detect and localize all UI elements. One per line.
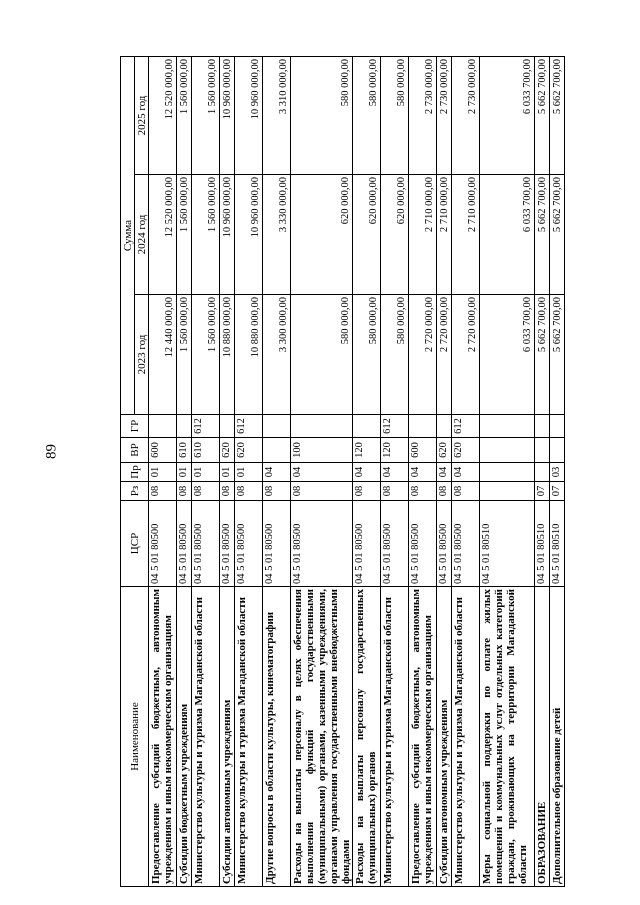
cell-csr: 04 5 01 80510 <box>550 501 565 587</box>
cell-gr <box>550 415 565 438</box>
cell-gr <box>220 415 235 438</box>
cell-2023: 10 880 000,00 <box>220 295 235 415</box>
cell-gr <box>291 415 353 438</box>
cell-2023: 2 720 000,00 <box>452 295 480 415</box>
table-row <box>550 56 565 886</box>
cell-pr <box>480 463 535 482</box>
cell-rz: 07 <box>550 482 565 501</box>
table-row <box>177 56 192 886</box>
header-2025: 2025 год <box>135 56 149 174</box>
cell-rz: 08 <box>177 482 192 501</box>
cell-2023: 580 000,00 <box>381 295 409 415</box>
cell-rz: 08 <box>452 482 480 501</box>
cell-pr: 01 <box>192 463 220 482</box>
cell-name: Министерство культуры и туризма Магаданской области <box>235 587 263 887</box>
cell-rz: 08 <box>409 482 437 501</box>
cell-2024: 5 662 700,00 <box>550 175 565 295</box>
cell-gr <box>409 415 437 438</box>
cell-name: Субсидии автономным учреждениям <box>220 587 235 887</box>
cell-2024: 10 960 000,00 <box>235 175 263 295</box>
cell-vr: 620 <box>437 438 452 463</box>
cell-csr: 04 5 01 80500 <box>353 501 381 587</box>
cell-pr: 01 <box>220 463 235 482</box>
cell-csr: 04 5 01 80500 <box>220 501 235 587</box>
cell-2023: 1 560 000,00 <box>192 295 220 415</box>
cell-2024: 2 710 000,00 <box>452 175 480 295</box>
cell-pr: 01 <box>235 463 263 482</box>
cell-2025: 12 520 000,00 <box>149 56 177 174</box>
cell-vr: 600 <box>149 438 177 463</box>
cell-gr <box>535 415 550 438</box>
cell-2025: 3 310 000,00 <box>263 56 291 174</box>
cell-pr: 03 <box>550 463 565 482</box>
cell-csr: 04 5 01 80500 <box>235 501 263 587</box>
cell-2024: 2 710 000,00 <box>437 175 452 295</box>
cell-2023: 3 300 000,00 <box>263 295 291 415</box>
cell-pr: 01 <box>177 463 192 482</box>
table-row <box>409 56 437 886</box>
cell-name: Другие вопросы в области культуры, кинематографии <box>263 587 291 887</box>
cell-2023: 580 000,00 <box>291 295 353 415</box>
cell-gr: 612 <box>235 415 263 438</box>
cell-2024: 12 520 000,00 <box>149 175 177 295</box>
cell-name: Субсидии бюджетным учреждениям <box>177 587 192 887</box>
table-row <box>149 56 177 886</box>
cell-2024: 6 033 700,00 <box>480 175 535 295</box>
cell-gr: 612 <box>192 415 220 438</box>
cell-gr <box>177 415 192 438</box>
table-row <box>353 56 381 886</box>
cell-2023: 5 662 700,00 <box>535 295 550 415</box>
cell-2023: 10 880 000,00 <box>235 295 263 415</box>
cell-rz: 08 <box>263 482 291 501</box>
cell-pr: 04 <box>452 463 480 482</box>
cell-2025: 1 560 000,00 <box>192 56 220 174</box>
cell-name: Субсидии автономным учреждениям <box>437 587 452 887</box>
cell-2024: 10 960 000,00 <box>220 175 235 295</box>
cell-vr: 610 <box>177 438 192 463</box>
cell-gr: 612 <box>452 415 480 438</box>
cell-vr: 120 <box>381 438 409 463</box>
cell-pr: 04 <box>353 463 381 482</box>
cell-2024: 3 330 000,00 <box>263 175 291 295</box>
cell-rz <box>480 482 535 501</box>
cell-2025: 2 730 000,00 <box>409 56 437 174</box>
cell-name: Министерство культуры и туризма Магаданской области <box>192 587 220 887</box>
cell-vr <box>263 438 291 463</box>
cell-2025: 6 033 700,00 <box>480 56 535 174</box>
table-row <box>235 56 263 886</box>
cell-name: Расходы на выплаты персоналу государственных (муниципальных) органов <box>353 587 381 887</box>
budget-table <box>120 56 565 887</box>
cell-2025: 2 730 000,00 <box>437 56 452 174</box>
cell-gr <box>480 415 535 438</box>
cell-vr: 620 <box>235 438 263 463</box>
cell-2023: 5 662 700,00 <box>550 295 565 415</box>
table-row <box>220 56 235 886</box>
header-sum: Сумма <box>121 56 135 414</box>
header-2024: 2024 год <box>135 175 149 295</box>
cell-2025: 10 960 000,00 <box>235 56 263 174</box>
cell-2025: 580 000,00 <box>291 56 353 174</box>
cell-2024: 1 560 000,00 <box>192 175 220 295</box>
cell-vr <box>535 438 550 463</box>
table-row <box>437 56 452 886</box>
cell-pr: 04 <box>263 463 291 482</box>
cell-name: Дополнительное образование детей <box>550 587 565 887</box>
cell-vr: 600 <box>409 438 437 463</box>
cell-2023: 6 033 700,00 <box>480 295 535 415</box>
cell-2023: 2 720 000,00 <box>409 295 437 415</box>
cell-vr: 620 <box>452 438 480 463</box>
cell-vr: 620 <box>220 438 235 463</box>
cell-2023: 12 440 000,00 <box>149 295 177 415</box>
cell-rz: 08 <box>291 482 353 501</box>
cell-gr: 612 <box>381 415 409 438</box>
cell-2024: 620 000,00 <box>353 175 381 295</box>
table-row <box>480 56 535 886</box>
cell-2024: 1 560 000,00 <box>177 175 192 295</box>
page-number: 89 <box>43 444 60 459</box>
cell-vr <box>480 438 535 463</box>
cell-2025: 1 560 000,00 <box>177 56 192 174</box>
table-row <box>291 56 353 886</box>
cell-pr <box>535 463 550 482</box>
cell-name: Предоставление субсидий бюджетным, автономным учреждениям и иным некоммерческим организациям <box>409 587 437 887</box>
cell-name: Предоставление субсидий бюджетным, автономным учреждениям и иным некоммерческим организациям <box>149 587 177 887</box>
cell-rz: 08 <box>220 482 235 501</box>
cell-2024: 620 000,00 <box>291 175 353 295</box>
cell-gr <box>149 415 177 438</box>
cell-pr: 04 <box>409 463 437 482</box>
cell-gr <box>353 415 381 438</box>
cell-csr: 04 5 01 80500 <box>291 501 353 587</box>
cell-name: Меры социальной поддержки по оплате жилых помещений и коммунальных услуг отдельных категорий граждан, проживающих на территории Магаданской области <box>480 587 535 887</box>
cell-2025: 5 662 700,00 <box>550 56 565 174</box>
cell-2025: 10 960 000,00 <box>220 56 235 174</box>
cell-rz: 08 <box>192 482 220 501</box>
budget-table-container <box>120 57 603 887</box>
header-rz: Рз <box>121 482 149 501</box>
cell-name: Министерство культуры и туризма Магаданской области <box>381 587 409 887</box>
cell-2023: 2 720 000,00 <box>437 295 452 415</box>
table-row <box>381 56 409 886</box>
cell-vr <box>550 438 565 463</box>
cell-2024: 620 000,00 <box>381 175 409 295</box>
cell-2023: 580 000,00 <box>353 295 381 415</box>
cell-csr: 04 5 01 80500 <box>452 501 480 587</box>
header-gr: ГР <box>121 415 149 438</box>
header-csr: ЦСР <box>121 501 149 587</box>
cell-2024: 2 710 000,00 <box>409 175 437 295</box>
cell-2025: 580 000,00 <box>381 56 409 174</box>
cell-csr: 04 5 01 80500 <box>149 501 177 587</box>
cell-name: ОБРАЗОВАНИЕ <box>535 587 550 887</box>
cell-gr <box>437 415 452 438</box>
cell-rz: 08 <box>353 482 381 501</box>
cell-pr: 04 <box>291 463 353 482</box>
cell-csr: 04 5 01 80510 <box>535 501 550 587</box>
cell-csr: 04 5 01 80500 <box>437 501 452 587</box>
header-name: Наименование <box>121 587 149 887</box>
cell-2025: 2 730 000,00 <box>452 56 480 174</box>
cell-csr: 04 5 01 80500 <box>409 501 437 587</box>
cell-pr: 04 <box>381 463 409 482</box>
cell-rz: 07 <box>535 482 550 501</box>
cell-rz: 08 <box>437 482 452 501</box>
cell-csr: 04 5 01 80500 <box>177 501 192 587</box>
header-vr: ВР <box>121 438 149 463</box>
cell-name: Расходы на выплаты персоналу в целях обеспечения выполнения функций государственными (муниципальными) органами, казенными учреждениями, органами управления государственными внебюджетными фондами <box>291 587 353 887</box>
cell-rz: 08 <box>381 482 409 501</box>
cell-vr: 610 <box>192 438 220 463</box>
cell-2024: 5 662 700,00 <box>535 175 550 295</box>
table-row <box>192 56 220 886</box>
cell-pr: 04 <box>437 463 452 482</box>
cell-2025: 5 662 700,00 <box>535 56 550 174</box>
cell-csr: 04 5 01 80500 <box>192 501 220 587</box>
table-row <box>452 56 480 886</box>
cell-csr: 04 5 01 80510 <box>480 501 535 587</box>
cell-name: Министерство культуры и туризма Магаданской области <box>452 587 480 887</box>
cell-2023: 1 560 000,00 <box>177 295 192 415</box>
header-pr: Пр <box>121 463 149 482</box>
cell-2025: 580 000,00 <box>353 56 381 174</box>
cell-pr: 01 <box>149 463 177 482</box>
cell-vr: 120 <box>353 438 381 463</box>
cell-gr <box>263 415 291 438</box>
cell-vr: 100 <box>291 438 353 463</box>
table-row <box>263 56 291 886</box>
cell-rz: 08 <box>149 482 177 501</box>
cell-csr: 04 5 01 80500 <box>263 501 291 587</box>
cell-rz: 08 <box>235 482 263 501</box>
cell-csr: 04 5 01 80500 <box>381 501 409 587</box>
table-row <box>535 56 550 886</box>
header-2023: 2023 год <box>135 295 149 415</box>
